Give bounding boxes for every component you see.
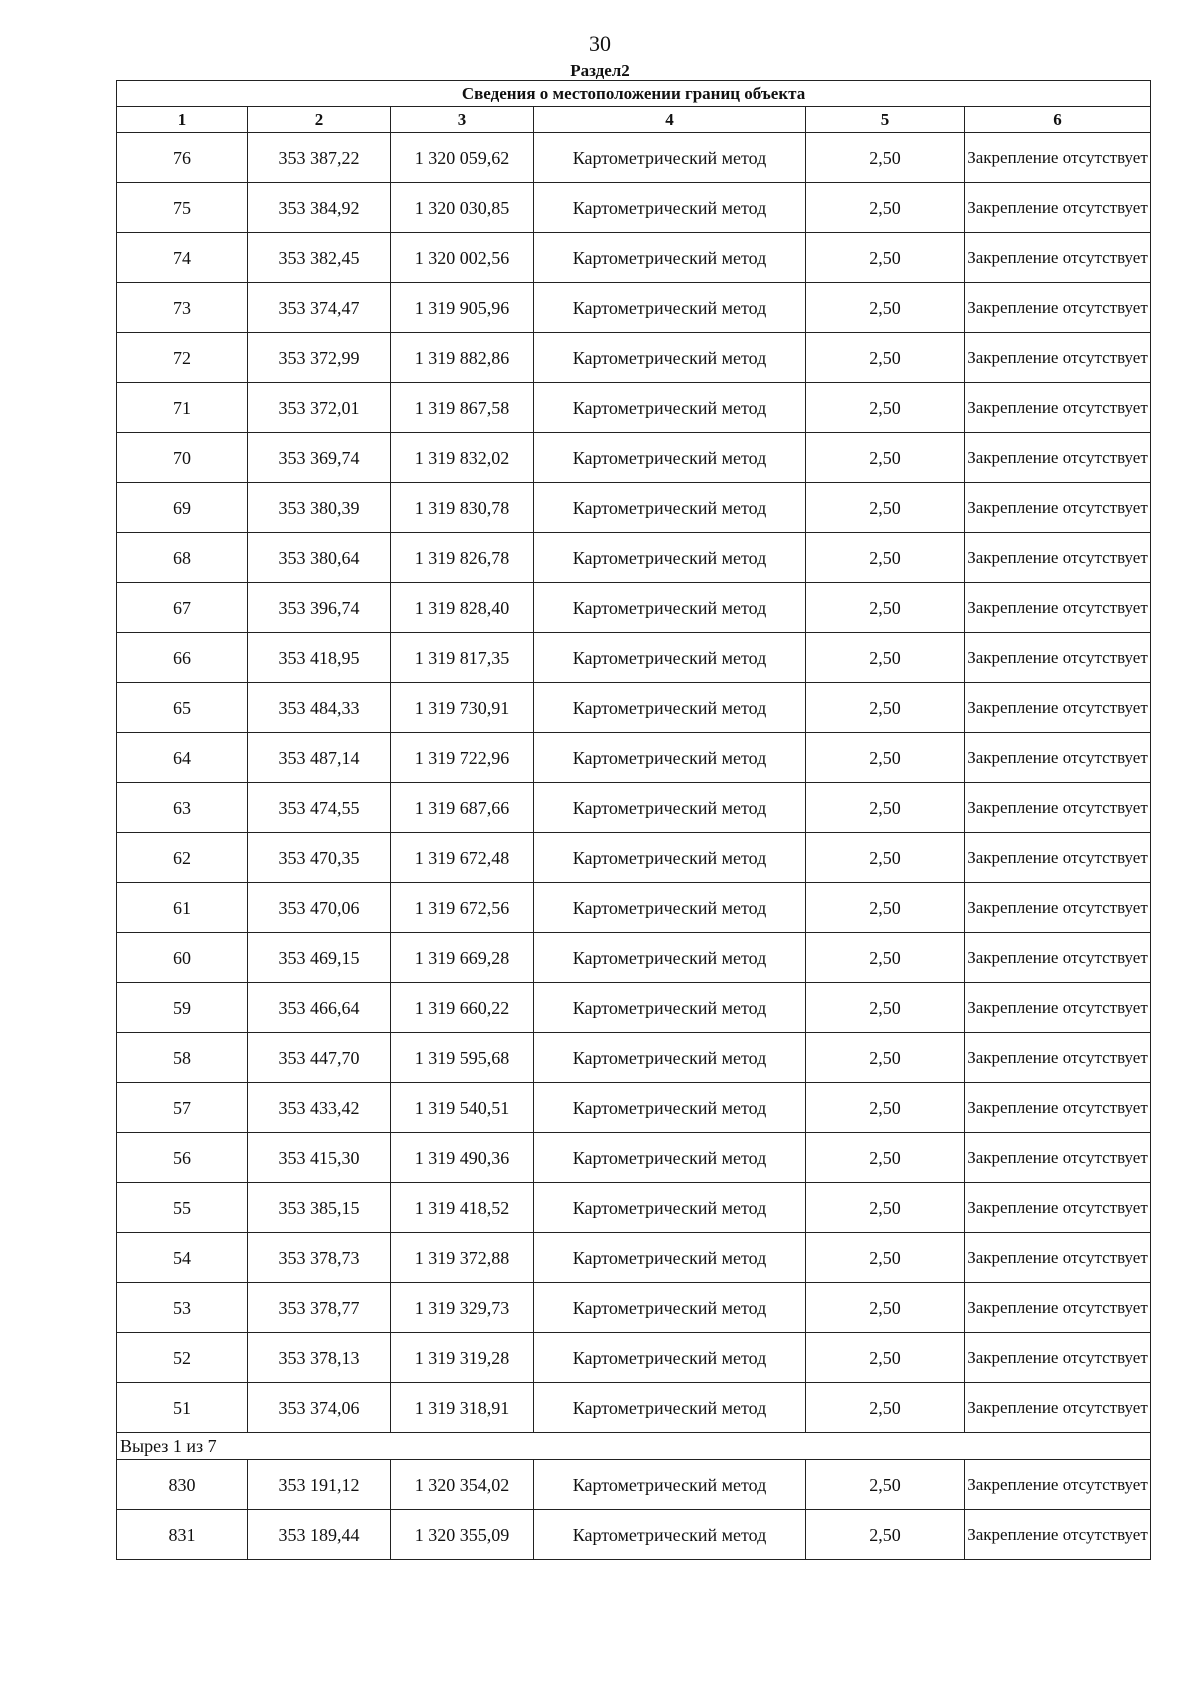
table-row bbox=[117, 783, 1151, 833]
cell-coord-y: 1 320 059,62 bbox=[391, 133, 534, 183]
cell-accuracy: 2,50 bbox=[806, 633, 965, 683]
cell-fixation: Закрепление отсутствует bbox=[965, 683, 1151, 733]
cell-point-number: 67 bbox=[117, 583, 248, 633]
cell-fixation: Закрепление отсутствует bbox=[965, 933, 1151, 983]
cell-coord-x: 353 387,22 bbox=[248, 133, 391, 183]
cell-method: Картометрический метод bbox=[534, 783, 806, 833]
cell-method: Картометрический метод bbox=[534, 1083, 806, 1133]
cell-fixation: Закрепление отсутствует bbox=[965, 1283, 1151, 1333]
cell-fixation: Закрепление отсутствует bbox=[965, 783, 1151, 833]
cell-coord-y: 1 320 030,85 bbox=[391, 183, 534, 233]
column-number: 6 bbox=[965, 107, 1151, 133]
cell-coord-x: 353 191,12 bbox=[248, 1460, 391, 1510]
cell-point-number: 72 bbox=[117, 333, 248, 383]
cell-fixation: Закрепление отсутствует bbox=[965, 533, 1151, 583]
cell-method: Картометрический метод bbox=[534, 233, 806, 283]
cell-coord-y: 1 319 318,91 bbox=[391, 1383, 534, 1433]
cell-method: Картометрический метод bbox=[534, 133, 806, 183]
cell-fixation: Закрепление отсутствует bbox=[965, 1510, 1151, 1560]
table-row bbox=[117, 1033, 1151, 1083]
cell-coord-y: 1 320 354,02 bbox=[391, 1460, 534, 1510]
cell-point-number: 60 bbox=[117, 933, 248, 983]
cell-point-number: 74 bbox=[117, 233, 248, 283]
cell-coord-y: 1 319 832,02 bbox=[391, 433, 534, 483]
cell-coord-y: 1 319 672,56 bbox=[391, 883, 534, 933]
section-title: Раздел2 bbox=[570, 61, 630, 80]
cell-point-number: 65 bbox=[117, 683, 248, 733]
cell-accuracy: 2,50 bbox=[806, 1183, 965, 1233]
cell-accuracy: 2,50 bbox=[806, 1083, 965, 1133]
cell-accuracy: 2,50 bbox=[806, 1333, 965, 1383]
table-row bbox=[117, 683, 1151, 733]
cell-fixation: Закрепление отсутствует bbox=[965, 833, 1151, 883]
cell-point-number: 61 bbox=[117, 883, 248, 933]
cell-coord-x: 353 372,01 bbox=[248, 383, 391, 433]
cell-method: Картометрический метод bbox=[534, 1333, 806, 1383]
cell-point-number: 56 bbox=[117, 1133, 248, 1183]
cell-accuracy: 2,50 bbox=[806, 1460, 965, 1510]
cell-accuracy: 2,50 bbox=[806, 1510, 965, 1560]
cell-fixation: Закрепление отсутствует bbox=[965, 583, 1151, 633]
table-row bbox=[117, 483, 1151, 533]
cell-coord-y: 1 319 490,36 bbox=[391, 1133, 534, 1183]
cell-fixation: Закрепление отсутствует bbox=[965, 483, 1151, 533]
cell-point-number: 73 bbox=[117, 283, 248, 333]
cell-method: Картометрический метод bbox=[534, 1510, 806, 1560]
cell-fixation: Закрепление отсутствует bbox=[965, 383, 1151, 433]
cell-accuracy: 2,50 bbox=[806, 933, 965, 983]
cell-coord-y: 1 319 372,88 bbox=[391, 1233, 534, 1283]
cell-fixation: Закрепление отсутствует bbox=[965, 1033, 1151, 1083]
column-number-row bbox=[117, 107, 1151, 133]
cell-accuracy: 2,50 bbox=[806, 333, 965, 383]
cell-point-number: 831 bbox=[117, 1510, 248, 1560]
cell-accuracy: 2,50 bbox=[806, 833, 965, 883]
cell-fixation: Закрепление отсутствует bbox=[965, 1133, 1151, 1183]
cell-accuracy: 2,50 bbox=[806, 1133, 965, 1183]
table-caption-row bbox=[117, 81, 1151, 107]
cell-method: Картометрический метод bbox=[534, 1133, 806, 1183]
cell-point-number: 64 bbox=[117, 733, 248, 783]
cell-coord-y: 1 319 669,28 bbox=[391, 933, 534, 983]
table-row bbox=[117, 1083, 1151, 1133]
cell-accuracy: 2,50 bbox=[806, 133, 965, 183]
cell-accuracy: 2,50 bbox=[806, 483, 965, 533]
table-row bbox=[117, 333, 1151, 383]
cell-accuracy: 2,50 bbox=[806, 1033, 965, 1083]
cell-coord-x: 353 469,15 bbox=[248, 933, 391, 983]
cell-point-number: 830 bbox=[117, 1460, 248, 1510]
cell-coord-y: 1 319 722,96 bbox=[391, 733, 534, 783]
cell-point-number: 52 bbox=[117, 1333, 248, 1383]
table-row bbox=[117, 1510, 1151, 1560]
cell-coord-y: 1 319 672,48 bbox=[391, 833, 534, 883]
cell-point-number: 62 bbox=[117, 833, 248, 883]
cell-point-number: 59 bbox=[117, 983, 248, 1033]
table-row bbox=[117, 433, 1151, 483]
cell-accuracy: 2,50 bbox=[806, 783, 965, 833]
cell-method: Картометрический метод bbox=[534, 483, 806, 533]
cell-accuracy: 2,50 bbox=[806, 283, 965, 333]
cell-fixation: Закрепление отсутствует bbox=[965, 1383, 1151, 1433]
cell-coord-y: 1 319 882,86 bbox=[391, 333, 534, 383]
cell-fixation: Закрепление отсутствует bbox=[965, 883, 1151, 933]
cell-accuracy: 2,50 bbox=[806, 883, 965, 933]
cell-point-number: 66 bbox=[117, 633, 248, 683]
cell-coord-x: 353 384,92 bbox=[248, 183, 391, 233]
cell-fixation: Закрепление отсутствует bbox=[965, 133, 1151, 183]
cutout-row bbox=[117, 1433, 1151, 1460]
cell-coord-y: 1 319 595,68 bbox=[391, 1033, 534, 1083]
cell-point-number: 53 bbox=[117, 1283, 248, 1333]
cell-fixation: Закрепление отсутствует bbox=[965, 733, 1151, 783]
cell-coord-y: 1 319 830,78 bbox=[391, 483, 534, 533]
table-row bbox=[117, 883, 1151, 933]
table-row bbox=[117, 983, 1151, 1033]
cell-coord-x: 353 374,06 bbox=[248, 1383, 391, 1433]
column-number: 3 bbox=[391, 107, 534, 133]
boundary-table bbox=[116, 80, 1151, 1560]
cell-accuracy: 2,50 bbox=[806, 1233, 965, 1283]
cell-coord-x: 353 382,45 bbox=[248, 233, 391, 283]
table-row bbox=[117, 583, 1151, 633]
cell-coord-y: 1 319 867,58 bbox=[391, 383, 534, 433]
cell-coord-x: 353 369,74 bbox=[248, 433, 391, 483]
cell-coord-y: 1 319 826,78 bbox=[391, 533, 534, 583]
table-row bbox=[117, 1183, 1151, 1233]
cell-coord-x: 353 415,30 bbox=[248, 1133, 391, 1183]
table-row bbox=[117, 1133, 1151, 1183]
column-number: 2 bbox=[248, 107, 391, 133]
table-row bbox=[117, 183, 1151, 233]
cell-coord-x: 353 433,42 bbox=[248, 1083, 391, 1133]
cell-coord-x: 353 378,73 bbox=[248, 1233, 391, 1283]
cell-fixation: Закрепление отсутствует bbox=[965, 333, 1151, 383]
cell-coord-y: 1 320 002,56 bbox=[391, 233, 534, 283]
cell-coord-y: 1 319 329,73 bbox=[391, 1283, 534, 1333]
table-row bbox=[117, 383, 1151, 433]
cell-point-number: 55 bbox=[117, 1183, 248, 1233]
cell-coord-x: 353 466,64 bbox=[248, 983, 391, 1033]
cell-fixation: Закрепление отсутствует bbox=[965, 183, 1151, 233]
cell-method: Картометрический метод bbox=[534, 1233, 806, 1283]
cell-coord-y: 1 319 418,52 bbox=[391, 1183, 534, 1233]
cell-point-number: 51 bbox=[117, 1383, 248, 1433]
cell-point-number: 63 bbox=[117, 783, 248, 833]
cell-fixation: Закрепление отсутствует bbox=[965, 983, 1151, 1033]
column-number: 5 bbox=[806, 107, 965, 133]
cell-coord-y: 1 319 828,40 bbox=[391, 583, 534, 633]
cell-coord-y: 1 319 817,35 bbox=[391, 633, 534, 683]
table-row bbox=[117, 1283, 1151, 1333]
cell-point-number: 68 bbox=[117, 533, 248, 583]
page-number: 30 bbox=[589, 31, 611, 56]
table-row bbox=[117, 1460, 1151, 1510]
cell-coord-x: 353 189,44 bbox=[248, 1510, 391, 1560]
table-row bbox=[117, 533, 1151, 583]
cell-coord-x: 353 380,64 bbox=[248, 533, 391, 583]
cell-coord-y: 1 319 319,28 bbox=[391, 1333, 534, 1383]
cell-method: Картометрический метод bbox=[534, 833, 806, 883]
cell-method: Картометрический метод bbox=[534, 533, 806, 583]
cell-coord-x: 353 374,47 bbox=[248, 283, 391, 333]
cell-method: Картометрический метод bbox=[534, 683, 806, 733]
cell-accuracy: 2,50 bbox=[806, 583, 965, 633]
cell-method: Картометрический метод bbox=[534, 883, 806, 933]
cell-coord-y: 1 319 540,51 bbox=[391, 1083, 534, 1133]
table-row bbox=[117, 1333, 1151, 1383]
cell-coord-x: 353 372,99 bbox=[248, 333, 391, 383]
cell-accuracy: 2,50 bbox=[806, 1283, 965, 1333]
cell-coord-x: 353 447,70 bbox=[248, 1033, 391, 1083]
table-row bbox=[117, 833, 1151, 883]
cell-accuracy: 2,50 bbox=[806, 233, 965, 283]
cell-coord-x: 353 396,74 bbox=[248, 583, 391, 633]
cell-method: Картометрический метод bbox=[534, 383, 806, 433]
cell-method: Картометрический метод bbox=[534, 583, 806, 633]
cell-method: Картометрический метод bbox=[534, 1183, 806, 1233]
cell-method: Картометрический метод bbox=[534, 983, 806, 1033]
cell-fixation: Закрепление отсутствует bbox=[965, 433, 1151, 483]
cell-accuracy: 2,50 bbox=[806, 1383, 965, 1433]
cell-point-number: 70 bbox=[117, 433, 248, 483]
cell-method: Картометрический метод bbox=[534, 1383, 806, 1433]
cell-coord-y: 1 319 660,22 bbox=[391, 983, 534, 1033]
cell-method: Картометрический метод bbox=[534, 333, 806, 383]
cell-fixation: Закрепление отсутствует bbox=[965, 1333, 1151, 1383]
cell-coord-x: 353 418,95 bbox=[248, 633, 391, 683]
cell-method: Картометрический метод bbox=[534, 933, 806, 983]
cell-coord-x: 353 378,77 bbox=[248, 1283, 391, 1333]
cell-accuracy: 2,50 bbox=[806, 683, 965, 733]
cell-coord-x: 353 470,35 bbox=[248, 833, 391, 883]
cell-accuracy: 2,50 bbox=[806, 533, 965, 583]
cell-coord-x: 353 380,39 bbox=[248, 483, 391, 533]
column-number: 1 bbox=[117, 107, 248, 133]
cell-accuracy: 2,50 bbox=[806, 733, 965, 783]
cell-coord-x: 353 474,55 bbox=[248, 783, 391, 833]
cell-accuracy: 2,50 bbox=[806, 433, 965, 483]
cell-method: Картометрический метод bbox=[534, 1460, 806, 1510]
cell-fixation: Закрепление отсутствует bbox=[965, 1233, 1151, 1283]
table-row bbox=[117, 1383, 1151, 1433]
cell-method: Картометрический метод bbox=[534, 183, 806, 233]
cell-coord-y: 1 319 687,66 bbox=[391, 783, 534, 833]
cell-point-number: 76 bbox=[117, 133, 248, 183]
cell-method: Картометрический метод bbox=[534, 1283, 806, 1333]
table-row bbox=[117, 633, 1151, 683]
table-row bbox=[117, 733, 1151, 783]
cell-fixation: Закрепление отсутствует bbox=[965, 1183, 1151, 1233]
table-caption: Сведения о местоположении границ объекта bbox=[117, 81, 1151, 107]
cell-accuracy: 2,50 bbox=[806, 383, 965, 433]
cell-method: Картометрический метод bbox=[534, 733, 806, 783]
table-row bbox=[117, 933, 1151, 983]
table-row bbox=[117, 133, 1151, 183]
cell-fixation: Закрепление отсутствует bbox=[965, 233, 1151, 283]
cell-coord-y: 1 319 730,91 bbox=[391, 683, 534, 733]
cell-point-number: 69 bbox=[117, 483, 248, 533]
table-row bbox=[117, 233, 1151, 283]
cell-point-number: 58 bbox=[117, 1033, 248, 1083]
cell-fixation: Закрепление отсутствует bbox=[965, 1460, 1151, 1510]
cell-coord-x: 353 487,14 bbox=[248, 733, 391, 783]
cell-point-number: 54 bbox=[117, 1233, 248, 1283]
cell-method: Картометрический метод bbox=[534, 283, 806, 333]
cell-coord-x: 353 385,15 bbox=[248, 1183, 391, 1233]
cell-fixation: Закрепление отсутствует bbox=[965, 633, 1151, 683]
cell-method: Картометрический метод bbox=[534, 433, 806, 483]
cell-point-number: 75 bbox=[117, 183, 248, 233]
cell-point-number: 57 bbox=[117, 1083, 248, 1133]
cutout-label: Вырез 1 из 7 bbox=[117, 1433, 1151, 1460]
cell-fixation: Закрепление отсутствует bbox=[965, 283, 1151, 333]
table-row bbox=[117, 1233, 1151, 1283]
cell-method: Картометрический метод bbox=[534, 633, 806, 683]
cell-coord-y: 1 319 905,96 bbox=[391, 283, 534, 333]
cell-fixation: Закрепление отсутствует bbox=[965, 1083, 1151, 1133]
column-number: 4 bbox=[534, 107, 806, 133]
cell-coord-x: 353 470,06 bbox=[248, 883, 391, 933]
cell-point-number: 71 bbox=[117, 383, 248, 433]
cell-coord-y: 1 320 355,09 bbox=[391, 1510, 534, 1560]
cell-coord-x: 353 484,33 bbox=[248, 683, 391, 733]
cell-accuracy: 2,50 bbox=[806, 183, 965, 233]
table-row bbox=[117, 283, 1151, 333]
cell-accuracy: 2,50 bbox=[806, 983, 965, 1033]
cell-coord-x: 353 378,13 bbox=[248, 1333, 391, 1383]
cell-method: Картометрический метод bbox=[534, 1033, 806, 1083]
